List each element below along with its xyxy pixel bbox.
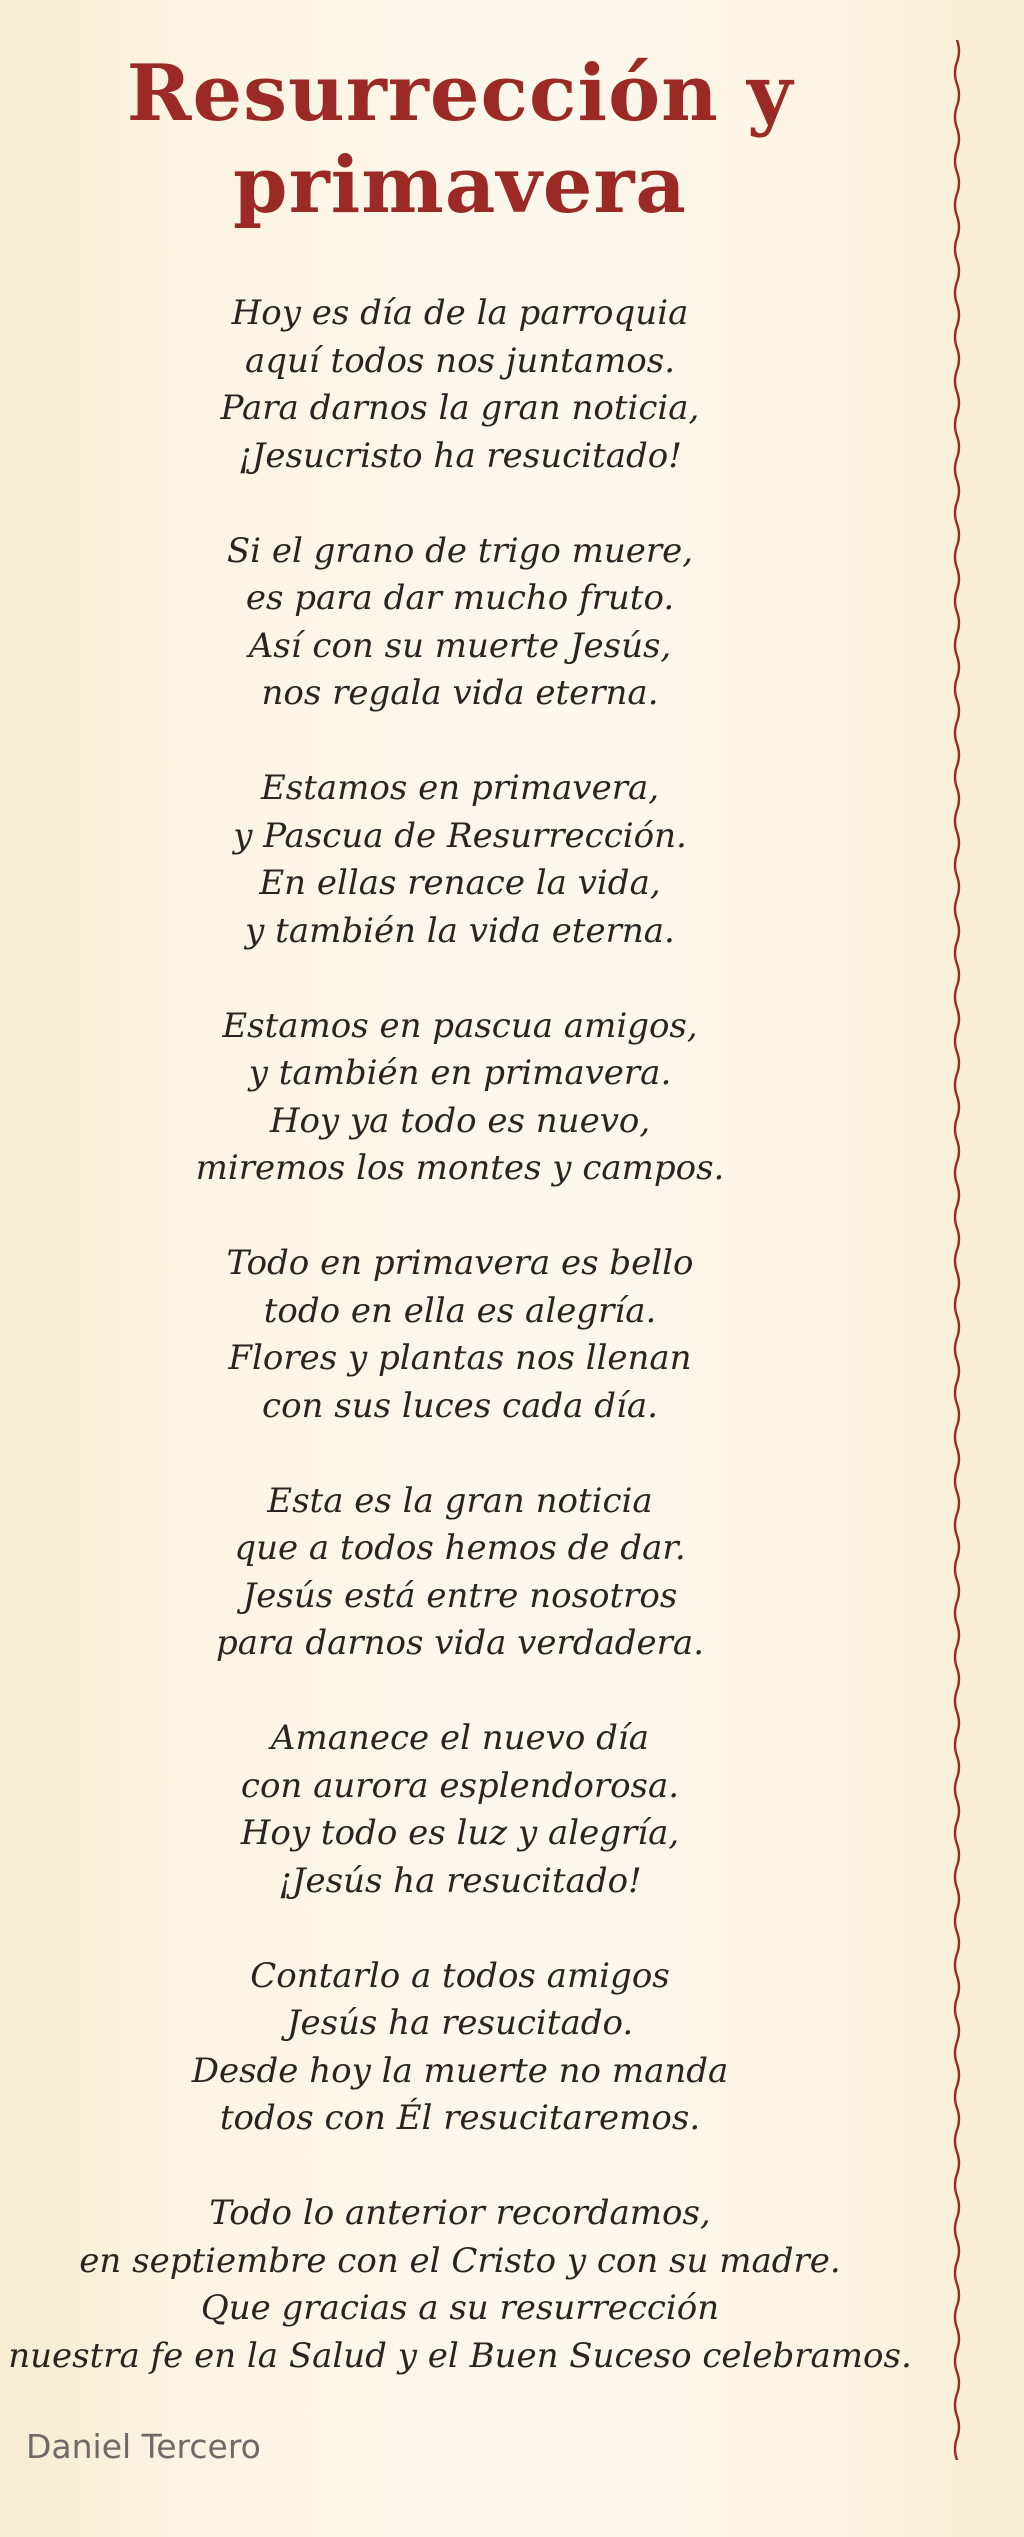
poem-line: Desde hoy la muerte no manda bbox=[191, 2050, 729, 2091]
poem-line: Hoy ya todo es nuevo, bbox=[269, 1100, 651, 1141]
poem-line: y también en primavera. bbox=[248, 1053, 672, 1093]
stanza-1 bbox=[0, 290, 920, 480]
stanza-8 bbox=[0, 1953, 920, 2143]
poem-line: es para dar mucho fruto. bbox=[245, 578, 675, 618]
stanza-5 bbox=[0, 1240, 920, 1430]
stanza-7 bbox=[0, 1715, 920, 1905]
stanza-4 bbox=[0, 1003, 920, 1193]
poem-line: aquí todos nos juntamos. bbox=[244, 340, 676, 381]
poem-line: Estamos en primavera, bbox=[260, 768, 660, 808]
poem-body bbox=[0, 290, 920, 2428]
poem-line: con sus luces cada día. bbox=[262, 1385, 658, 1426]
poem-line: con aurora esplendorosa. bbox=[240, 1765, 680, 1806]
stanza-6 bbox=[0, 1478, 920, 1668]
poem-line: Así con su muerte Jesús, bbox=[248, 625, 672, 666]
poem-line: que a todos hemos de dar. bbox=[234, 1528, 686, 1568]
poem-line: todo en ella es alegría. bbox=[263, 1290, 657, 1331]
poem-line: ¡Jesús ha resucitado! bbox=[278, 1860, 642, 1901]
author-signature: Daniel Tercero bbox=[26, 2427, 261, 2466]
poem-line: Que gracias a su resurrección bbox=[200, 2288, 720, 2328]
poem-line: nos regala vida eterna. bbox=[261, 673, 659, 713]
poem-line: para darnos vida verdadera. bbox=[215, 1623, 705, 1663]
poem-line: y también la vida eterna. bbox=[245, 910, 675, 951]
poem-line: Amanece el nuevo día bbox=[270, 1718, 650, 1758]
stanza-3 bbox=[0, 765, 920, 955]
poem-line: nuestra fe en la Salud y el Buen Suceso celebramos. bbox=[8, 2335, 912, 2376]
poem-line: Todo en primavera es bello bbox=[226, 1243, 694, 1283]
poem-line: y Pascua de Resurrección. bbox=[233, 815, 687, 856]
poem-line: Jesús está entre nosotros bbox=[242, 1575, 678, 1616]
poem-line: ¡Jesucristo ha resucitado! bbox=[238, 435, 682, 476]
poem-line: Si el grano de trigo muere, bbox=[226, 530, 694, 571]
poem-line: Contarlo a todos amigos bbox=[250, 1955, 670, 1996]
poem-line: Todo lo anterior recordamos, bbox=[209, 2193, 711, 2233]
poem-line: Esta es la gran noticia bbox=[267, 1480, 653, 1521]
poem-line: miremos los montes y campos. bbox=[195, 1148, 725, 1188]
poem-line: todos con Él resucitaremos. bbox=[219, 2098, 701, 2138]
title-line-1: Resurrección y bbox=[126, 48, 794, 139]
title-line-2: primavera bbox=[233, 140, 687, 231]
poem-line: Hoy todo es luz y alegría, bbox=[240, 1813, 680, 1853]
stanza-2 bbox=[0, 528, 920, 718]
poem-line: Para darnos la gran noticia, bbox=[220, 388, 700, 428]
poem-line: Jesús ha resucitado. bbox=[286, 2003, 634, 2043]
poem-line: En ellas renace la vida, bbox=[259, 863, 661, 903]
stanza-9 bbox=[0, 2190, 920, 2380]
poem-line: Hoy es día de la parroquia bbox=[231, 293, 689, 333]
poem-title bbox=[0, 48, 920, 232]
poem-line: Estamos en pascua amigos, bbox=[222, 1005, 698, 1046]
wavy-border-decoration bbox=[947, 40, 967, 2460]
poem-line: Flores y plantas nos llenan bbox=[228, 1338, 692, 1378]
poem-line: en septiembre con el Cristo y con su madre. bbox=[79, 2240, 841, 2281]
